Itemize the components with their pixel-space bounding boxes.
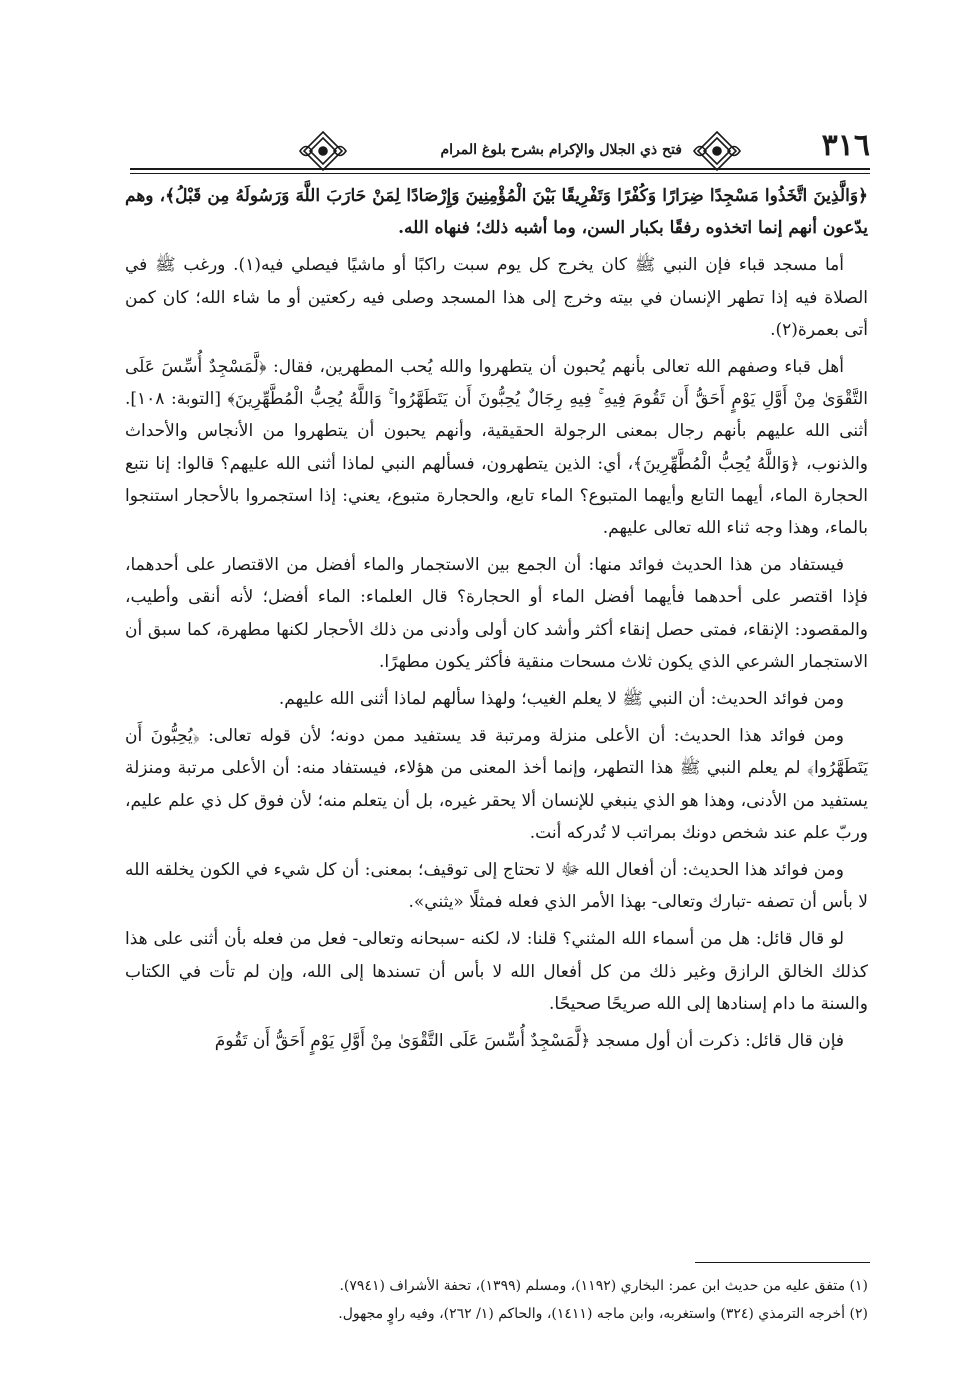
header-rule [130, 168, 870, 170]
main-text [125, 180, 868, 1062]
page-header [130, 128, 870, 174]
running-title: فتح ذي الجلال والإكرام بشرح بلوغ المرام [440, 142, 682, 158]
paragraph: لو قال قائل: هل من أسماء الله المثني؟ قلنا: لا، لكنه -سبحانه وتعالى- فعل من فعله بأن أثنى على هذا كذلك الخالق الرازق وغير ذلك من كل أفعال الله لا بأس أن تسندها إلى الله، وإن لم تأت في الكتاب والسنة ما دام إسنادها إلى الله صريحًا صحيحًا. [125, 929, 868, 1014]
paragraph: ومن فوائد الحديث: أن النبي ﷺ لا يعلم الغيب؛ ولهذا سألهم لماذا أثنى الله عليهم. [278, 689, 844, 710]
paragraph: ومن فوائد هذا الحديث: أن أفعال الله ﷻ لا تحتاج إلى توقيف؛ بمعنى: أن كل شيء في الكون يخلقه الله لا بأس أن تصفه -تبارك وتعالى- بهذا الأمر الذي فعله فمثلًا «يثني». [125, 860, 868, 913]
paragraph: أما مسجد قباء فإن النبي ﷺ كان يخرج كل يوم سبت راكبًا أو ماشيًا فيصلي فيه(١). ورغب ﷺ في الصلاة فيه إذا تطهر الإنسان في بيته وخرج إلى هذا المسجد وصلى فيه ركعتين أو ما شاء الله؛ كان كمن أتى بعمرة(٢). [125, 255, 868, 340]
page-number: ٣١٦ [821, 128, 870, 163]
footnote-separator [695, 1262, 870, 1263]
footnotes [125, 1272, 868, 1328]
paragraph: فيستفاد من هذا الحديث فوائد منها: أن الجمع بين الاستجمار والماء أفضل من الاقتصار على أحدهما، فإذا اقتصر على أحدهما فأيهما أفضل الماء أو الحجارة؟ قال العلماء: الماء أفضل؛ لأنه أنقى وأطيب، والمقصود: الإنقاء، فمتى حصل إنقاء أكثر وأشد كان أولى وأدنى من ذلك الأحجار لكنها مطهرة، كما سبق أن الاستجمار الشرعي الذي يكون ثلاث مسحات منقية فأكثر يكون مطهرًا. [125, 555, 868, 672]
header-rule [130, 173, 870, 174]
paragraph: فإن قال قائل: ذكرت أن أول مسجد ﴿لَّمَسْجِدٌ أُسِّسَ عَلَى التَّقْوَىٰ مِنْ أَوَّلِ يَوْمٍ أَحَقُّ أَن تَقُومَ [214, 1031, 844, 1052]
footnote: (٢) أخرجه الترمذي (٣٢٤) واستغربه، وابن ماجه (١٤١١)، والحاكم (١/ ٢٦٢)، وفيه راوٍ مجهول. [338, 1306, 868, 1322]
paragraph: ومن فوائد هذا الحديث: أن الأعلى منزلة ومرتبة قد يستفيد ممن دونه؛ لأن قوله تعالى: ﴿يُحِبُّونَ أَن يَتَطَهَّرُوا﴾ لم يعلم النبي ﷺ هذا التطهر، وإنما أخذ المعنى من هؤلاء، فيستفاد منه: أن الأعلى مرتبة ومنزلة يستفيد من الأدنى، وهذا هو الذي ينبغي للإنسان ألا يحقر غيره، بل أن يتعلم منه؛ لأن فوق كل ذي علم عليم، وربّ علم عند شخص دونك بمراتب لا تُدركه أنت. [125, 726, 868, 843]
footnote: (١) متفق عليه من حديث ابن عمر: البخاري (١١٩٢)، ومسلم (١٣٩٩)، تحفة الأشراف (٧٩٤١). [339, 1278, 868, 1294]
paragraph: ﴿وَالَّذِينَ اتَّخَذُوا مَسْجِدًا ضِرَارًا وَكُفْرًا وَتَفْرِيقًا بَيْنَ الْمُؤْمِنِينَ وَإِرْصَادًا لِمَنْ حَارَبَ اللَّهَ وَرَسُولَهُ مِن قَبْلُ﴾، وهم يدّعون أنهم إنما اتخذوه رفقًا بكبار السن، وما أشبه ذلك؛ فنهاه الله. [125, 186, 868, 239]
paragraph: أهل قباء وصفهم الله تعالى بأنهم يُحبون أن يتطهروا والله يُحب المطهرين، فقال: ﴿لَّمَسْجِدٌ أُسِّسَ عَلَى التَّقْوَىٰ مِنْ أَوَّلِ يَوْمٍ أَحَقُّ أَن تَقُومَ فِيهِ ۚ فِيهِ رِجَالٌ يُحِبُّونَ أَن يَتَطَهَّرُوا ۚ وَاللَّهُ يُحِبُّ الْمُطَّهِّرِينَ﴾ [التوبة: ١٠٨]. أثنى الله عليهم بأنهم رجال بمعنى الرجولة الحقيقية، وأنهم يحبون أن يتطهروا من الأنجاس والأحداث والذنوب، ﴿وَاللَّهُ يُحِبُّ الْمُطَّهِّرِينَ﴾، أي: الذين يتطهرون، فسألهم النبي لماذا أثنى الله عليهم؟ قالوا: إنا نتبع الحجارة الماء، أيهما التابع وأيهما المتبوع؟ الماء تابع، والحجارة متبوع، يعني: إذا استجمروا بالأحجار استنجوا بالماء، وهذا وجه ثناء الله تعالى عليهم. [125, 357, 868, 539]
